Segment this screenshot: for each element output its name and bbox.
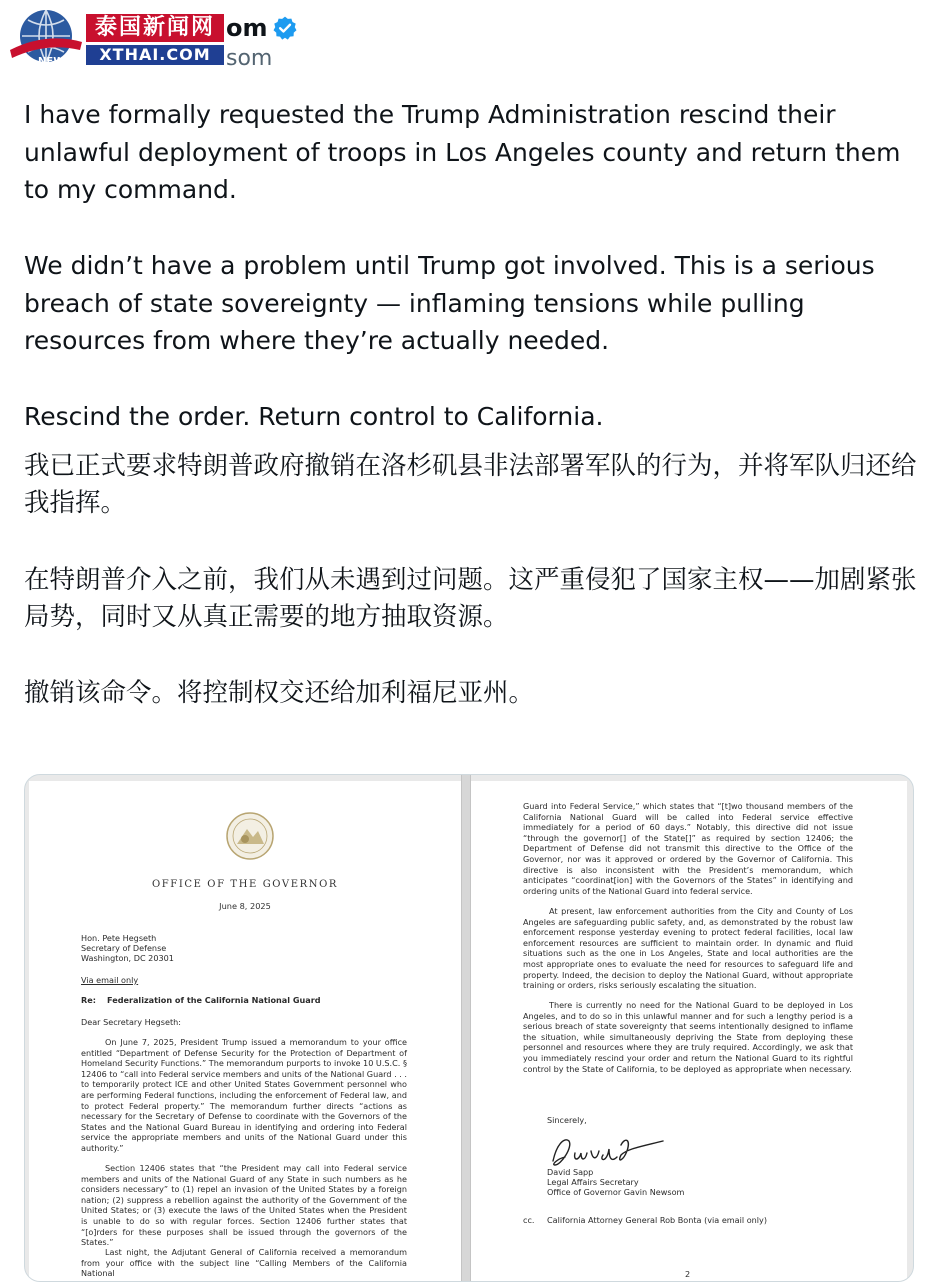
display-name[interactable]: om (226, 14, 268, 42)
watermark-logo-cn: 泰国新闻网 (86, 14, 224, 42)
letterhead-office: OFFICE OF THE GOVERNOR (151, 879, 339, 890)
letter-page-1 (29, 781, 461, 1281)
user-handle[interactable]: som (226, 46, 273, 71)
tweet-text-en-1: I have formally requested the Trump Administration rescind their unlawful deployment of troops in Los Angeles county and return them to my command. (24, 100, 901, 204)
tweet-text-zh-3: 撤销该命令。将控制权交还给加利福尼亚州。 (24, 678, 535, 708)
globe-label: NEWS (38, 56, 72, 67)
re-label: Re: (81, 995, 96, 1005)
addressee-title: Secretary of Defense (81, 943, 167, 953)
salutation: Dear Secretary Hegseth: (81, 1017, 182, 1027)
letter-closing: Sincerely, (547, 1115, 587, 1125)
addressee-name: Hon. Pete Hegseth (81, 933, 157, 943)
letter-p1-para-1: On June 7, 2025, President Trump issued a memorandum to your office entitled “Department of Defense Security for the Protection of Department of Homeland Security Functions.” The memorandum purports to invoke 10 U.S.C. § 12406 to “call into Federal service members and units of the National Guard . . . to temporarily protect ICE and other United States Government personnel who are performing Federal functions, including the enforcement of Federal law, and to protect Federal property.” The memorandum further directs “actions as necessary for the Secretary of Defense to coordinate with the Governors of the States and the National Guard Bureau in identifying and ordering into Federal service the appropriate members and units of the National Guard under this authority.” (81, 1037, 407, 1153)
letter-page-2 (471, 781, 907, 1281)
tweet-text-en-3: Rescind the order. Return control to California. (24, 402, 604, 431)
page-number: 2 (685, 1269, 691, 1279)
signer-office: Office of Governor Gavin Newsom (547, 1187, 685, 1197)
cc-recipient: California Attorney General Rob Bonta (via email only) (547, 1215, 767, 1225)
letter-p1-para-3: Last night, the Adjutant General of California received a memorandum from your office with the subject line “Calling Members of the California National (81, 1247, 407, 1279)
re-subject: Federalization of the California National Guard (107, 995, 321, 1005)
via-email-note: Via email only (81, 975, 139, 985)
letter-p2-para-3: There is currently no need for the National Guard to be deployed in Los Angeles, and to do so in this unlawful manner and for such a lengthy period is a serious breach of state sovereignty that seems intentionally designed to inflame the situation, while simultaneously depriving the State from deploying these personnel and resources where they are truly required. Accordingly, we ask that you immediately rescind your order and return the National Guard to its rightful control by the State of California, to be deployed as appropriate when necessary. (523, 1000, 853, 1074)
california-seal-icon (225, 811, 275, 861)
tweet-text-zh-2: 在特朗普介入之前，我们从未遇到过问题。这严重侵犯了国家主权——加剧紧张局势，同时又从真正需要的地方抽取资源。 (24, 565, 917, 632)
tweet-header (0, 0, 938, 80)
signer-name: David Sapp (547, 1167, 594, 1177)
letter-p2-para-1: Guard into Federal Service,” which states that “[t]wo thousand members of the California National Guard will be called into Federal service effective immediately for a period of 60 days.” Notably, this directive did not issue “through the governor[] of the State[]” as required by section 12406; the Department of Defense did not transmit this directive to the Office of the Governor, nor was it approved or ordered by the Governor of California. This directive is also inconsistent with the President’s memorandum, which anticipates “coordinat[ion] with the Governors of the States” in identifying and ordering units of the National Guard into federal service. (523, 801, 853, 896)
watermark-logo-en: XTHAI.COM (86, 45, 224, 65)
tweet-media-letter[interactable] (24, 774, 914, 1282)
tweet-text-zh-1: 我已正式要求特朗普政府撤销在洛杉矶县非法部署军队的行为，并将军队归还给我指挥。 (24, 451, 917, 518)
letter-p1-para-2: Section 12406 states that “the President may call into Federal service members and units of the National Guard of any State in such numbers as he considers necessary” to (1) repel an invasion of the United States by a foreign nation; (2) suppress a rebellion against the authority of the Government of the United States; or (3) execute the laws of the United States when the President is unable to do so with regular forces. Section 12406 further states that “[o]rders for these purposes shall be issued through the governors of the States.” (81, 1163, 407, 1248)
news-globe-icon (8, 6, 84, 72)
cc-label: cc. (523, 1215, 535, 1225)
addressee-address: Washington, DC 20301 (81, 953, 174, 963)
verified-badge-icon (272, 15, 298, 41)
signer-title: Legal Affairs Secretary (547, 1177, 639, 1187)
tweet-text-en-2: We didn’t have a problem until Trump got involved. This is a serious breach of state sovereignty — inflaming tensions while pulling resources from where they’re actually needed. (24, 251, 875, 355)
page-divider (461, 775, 471, 1281)
letter-p2-para-2: At present, law enforcement authorities from the City and County of Los Angeles are safeguarding public safety, and, as demonstrated by the robust law enforcement response yesterday evening to protect federal facilities, local law enforcement resources are sufficient to maintain order. In dynamic and fluid situations such as the one in Los Angeles, State and local authorities are the most appropriate ones to evaluate the need for resources to safeguard life and property. Indeed, the decision to deploy the National Guard, without appropriate training or orders, risks seriously escalating the situation. (523, 906, 853, 991)
letter-date: June 8, 2025 (219, 901, 271, 911)
